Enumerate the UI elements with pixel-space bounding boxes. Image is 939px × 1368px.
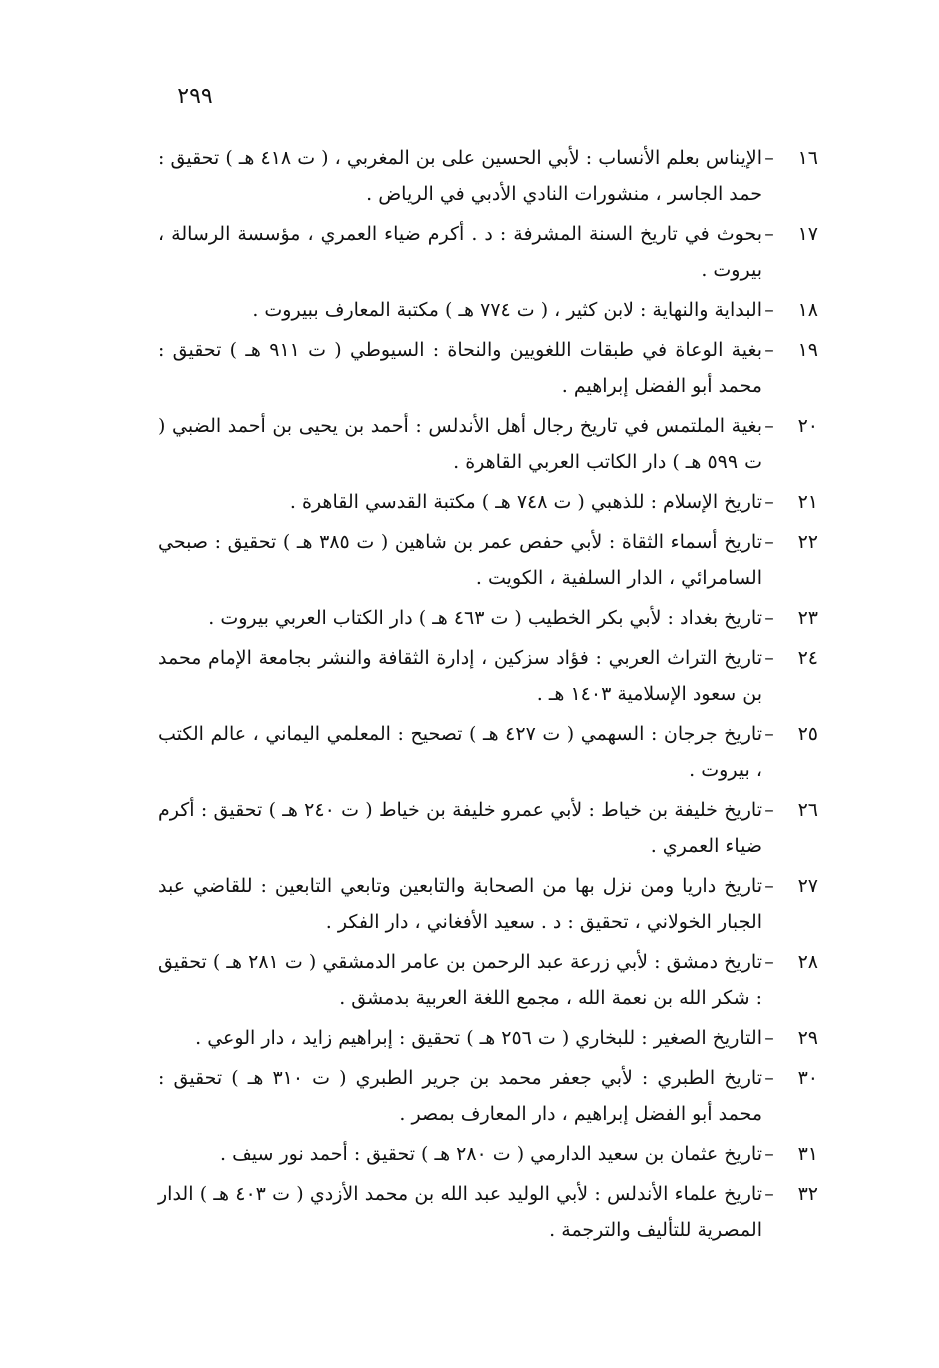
entry-number: ١٨ bbox=[797, 299, 818, 321]
bibliography-entry bbox=[158, 408, 818, 480]
entry-dash: – bbox=[764, 339, 774, 361]
entry-dash: – bbox=[764, 1143, 774, 1165]
entry-number: ٢٢ bbox=[797, 531, 818, 553]
entry-text: تاريخ الإسلام : للذهبي ( ت ٧٤٨ هـ ) مكتبة القدسي القاهرة . bbox=[289, 491, 762, 513]
entry-dash: – bbox=[764, 607, 774, 629]
entry-number: ٢٦ bbox=[797, 799, 818, 821]
entry-text: بحوث في تاريخ السنة المشرفة : د . أكرم ضياء العمري ، مؤسسة الرسالة ، بيروت . bbox=[158, 223, 762, 281]
entry-number: ٣١ bbox=[797, 1143, 818, 1165]
entry-number: ١٦ bbox=[797, 147, 818, 169]
bibliography-entry bbox=[158, 484, 818, 520]
entry-dash: – bbox=[764, 1183, 774, 1205]
entry-dash: – bbox=[764, 415, 774, 437]
bibliography-entry bbox=[158, 792, 818, 864]
entry-dash: – bbox=[764, 223, 774, 245]
entry-dash: – bbox=[764, 1067, 774, 1089]
entry-number: ١٩ bbox=[797, 339, 818, 361]
entry-dash: – bbox=[764, 875, 774, 897]
entry-text: تاريخ خليفة بن خياط : لأبي عمرو خليفة بن خياط ( ت ٢٤٠ هـ ) تحقيق : أكرم ضياء العمري . bbox=[158, 799, 762, 857]
entry-dash: – bbox=[764, 147, 774, 169]
bibliography-entry bbox=[158, 140, 818, 212]
entry-number: ٢٣ bbox=[797, 607, 818, 629]
entry-number: ٢٧ bbox=[797, 875, 818, 897]
entry-dash: – bbox=[764, 1027, 774, 1049]
entry-dash: – bbox=[764, 951, 774, 973]
entry-text: تاريخ داريا ومن نزل بها من الصحابة والتابعين وتابعي التابعين : للقاضي عبد الجبار الخولاني ، تحقيق : د . سعيد الأفغاني ، دار الفكر . bbox=[158, 875, 762, 933]
entry-text: الإيناس بعلم الأنساب : لأبي الحسين على بن المغربي ، ( ت ٤١٨ هـ ) تحقيق : حمد الجاسر ، منشورات النادي الأدبي في الرياض . bbox=[158, 147, 762, 205]
entry-text: تاريخ التراث العربي : فؤاد سزكين ، إدارة الثقافة والنشر بجامعة الإمام محمد بن سعود الإسلامية ١٤٠٣ هـ . bbox=[158, 647, 762, 705]
entry-text: تاريخ دمشق : لأبي زرعة عبد الرحمن بن عامر الدمشقي ( ت ٢٨١ هـ ) تحقيق : شكر الله بن نعمة الله ، مجمع اللغة العربية بدمشق . bbox=[158, 951, 762, 1009]
bibliography-entry bbox=[158, 1176, 818, 1248]
entry-text: البداية والنهاية : لابن كثير ، ( ت ٧٧٤ هـ ) مكتبة المعارف ببيروت . bbox=[252, 299, 762, 321]
entry-dash: – bbox=[764, 647, 774, 669]
entry-number: ٣٠ bbox=[797, 1067, 818, 1089]
entry-dash: – bbox=[764, 799, 774, 821]
entry-text: بغية الوعاة في طبقات اللغويين والنحاة : السيوطي ( ت ٩١١ هـ ) تحقيق : محمد أبو الفضل إبراهيم . bbox=[158, 339, 762, 397]
entry-number: ٢٩ bbox=[797, 1027, 818, 1049]
entry-text: تاريخ علماء الأندلس : لأبي الوليد عبد الله بن محمد الأزدي ( ت ٤٠٣ هـ ) الدار المصرية للتأليف والترجمة . bbox=[158, 1183, 762, 1241]
entry-text: تاريخ بغداد : لأبي بكر الخطيب ( ت ٤٦٣ هـ ) دار الكتاب العربي بيروت . bbox=[208, 607, 762, 629]
entry-dash: – bbox=[764, 299, 774, 321]
entry-dash: – bbox=[764, 491, 774, 513]
bibliography-entry bbox=[158, 332, 818, 404]
entry-dash: – bbox=[764, 531, 774, 553]
entry-text: تاريخ جرجان : السهمي ( ت ٤٢٧ هـ ) تصحيح : المعلمي اليماني ، عالم الكتب ، بيروت . bbox=[158, 723, 762, 781]
entry-text: التاريخ الصغير : للبخاري ( ت ٢٥٦ هـ ) تحقيق : إبراهيم زايد ، دار الوعي . bbox=[195, 1027, 762, 1049]
entry-number: ٣٢ bbox=[797, 1183, 818, 1205]
entry-number: ٢٠ bbox=[797, 415, 818, 437]
entry-number: ٢٨ bbox=[797, 951, 818, 973]
bibliography-entry bbox=[158, 868, 818, 940]
bibliography-entry bbox=[158, 640, 818, 712]
bibliography-entry bbox=[158, 1060, 818, 1132]
bibliography-entry bbox=[158, 292, 818, 328]
bibliography-entry bbox=[158, 1136, 818, 1172]
entry-number: ٢٥ bbox=[797, 723, 818, 745]
entry-text: تاريخ أسماء الثقاة : لأبي حفص عمر بن شاهين ( ت ٣٨٥ هـ ) تحقيق : صبحي السامرائي ، الدار السلفية ، الكويت . bbox=[158, 531, 762, 589]
bibliography-entry bbox=[158, 716, 818, 788]
entry-number: ١٧ bbox=[797, 223, 818, 245]
bibliography-entry bbox=[158, 600, 818, 636]
entry-text: بغية الملتمس في تاريخ رجال أهل الأندلس : أحمد بن يحيى بن أحمد الضبي ( ت ٥٩٩ هـ ) دار الكاتب العربي القاهرة . bbox=[158, 415, 762, 473]
entry-number: ٢١ bbox=[797, 491, 818, 513]
bibliography-entry bbox=[158, 944, 818, 1016]
bibliography-entry bbox=[158, 524, 818, 596]
bibliography-entry bbox=[158, 216, 818, 288]
entry-text: تاريخ عثمان بن سعيد الدارمي ( ت ٢٨٠ هـ ) تحقيق : أحمد نور سيف . bbox=[220, 1143, 762, 1165]
bibliography-list bbox=[158, 140, 818, 1252]
entry-text: تاريخ الطبري : لأبي جعفر محمد بن جرير الطبري ( ت ٣١٠ هـ ) تحقيق : محمد أبو الفضل إبراهيم ، دار المعارف بمصر . bbox=[158, 1067, 762, 1125]
entry-number: ٢٤ bbox=[797, 647, 818, 669]
bibliography-entry bbox=[158, 1020, 818, 1056]
page-number: ٢٩٩ bbox=[177, 84, 213, 109]
entry-dash: – bbox=[764, 723, 774, 745]
